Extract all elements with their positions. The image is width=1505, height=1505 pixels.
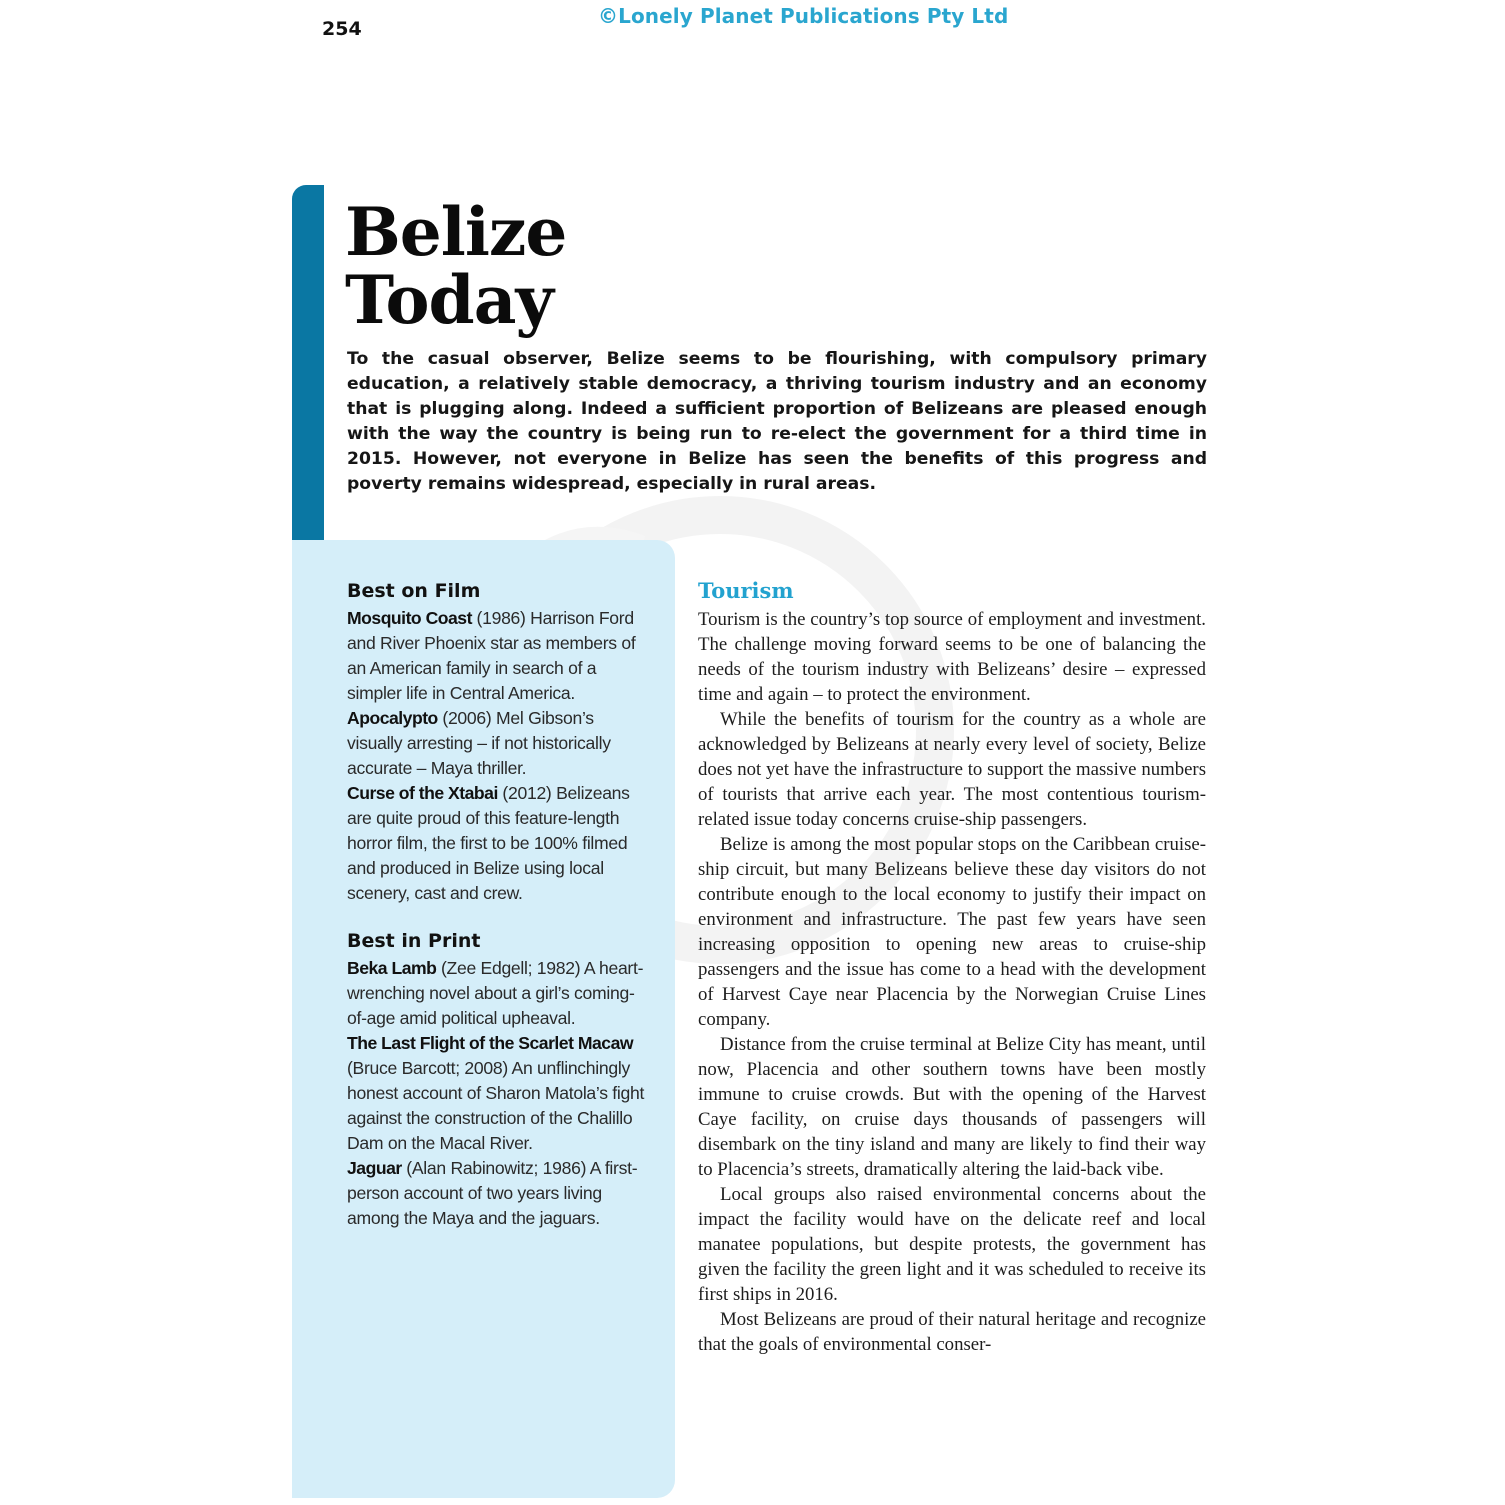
film-entry-text: (2012) Belizeans are quite proud of this feature-length horror film, the first to be 100% filmed and produced in Belize using local scenery, cast and crew.	[347, 783, 630, 903]
print-entry-text: (Zee Edgell; 1982) A heart-wrenching novel about a girl’s coming-of-age amid political upheaval.	[347, 958, 644, 1028]
body-paragraph: Local groups also raised environmental concerns about the impact the facility would have on the delicate reef and local manatee populations, but despite protests, the government has given the facility the green light and it was scheduled to receive its first ships in 2016.	[698, 1184, 1206, 1305]
body-paragraph: Belize is among the most popular stops on the Caribbean cruise-ship circuit, but many Belizeans believe these day visitors do not contribute enough to the local economy to justify their impact on environment and infrastructure. The past few years have seen increasing opposition to opening new areas to cruise-ship passengers and the issue has come to a head with the development of Harvest Caye near Placencia by the Norwegian Cruise Lines company.	[698, 834, 1206, 1030]
film-entry	[347, 781, 653, 906]
chapter-title	[345, 193, 567, 339]
body-paragraph: Tourism is the country’s top source of employment and investment. The challenge moving forward seems to be one of balancing the needs of the tourism industry with Belizeans’ desire – expressed time and again – to protect the environment.	[698, 609, 1206, 705]
page-number: 254	[322, 18, 362, 40]
print-entry	[347, 1031, 653, 1156]
film-entry-title: Mosquito Coast	[347, 608, 472, 628]
body-paragraph: Distance from the cruise terminal at Belize City has meant, until now, Placencia and other southern towns have been mostly immune to cruise crowds. But with the opening of the Harvest Caye facility, on cruise days thousands of passengers will disembark on the tiny island and many are likely to find their way to Placencia’s streets, dramatically altering the laid-back vibe.	[698, 1034, 1206, 1180]
chapter-title-line-2: Today	[345, 261, 553, 339]
sidebar-content	[347, 578, 653, 1231]
print-entry	[347, 956, 653, 1031]
print-entry	[347, 1156, 653, 1231]
print-entry-text: (Bruce Barcott; 2008) An unflinchingly honest account of Sharon Matola’s fight against the construction of the Chalillo Dam on the Macal River.	[347, 1058, 645, 1153]
film-entry	[347, 606, 653, 706]
film-entry	[347, 706, 653, 781]
best-on-film-heading: Best on Film	[347, 580, 481, 602]
film-entry-text: (1986) Harrison Ford and River Phoenix star as members of an American family in search of a simpler life in Central America.	[347, 608, 636, 703]
body-paragraph: Most Belizeans are proud of their natural heritage and recognize that the goals of environmental conser-	[698, 1309, 1206, 1355]
film-entry-title: Apocalypto	[347, 708, 438, 728]
main-column	[698, 577, 1206, 1357]
tourism-heading: Tourism	[698, 578, 794, 603]
chapter-title-line-1: Belize	[345, 193, 567, 271]
print-entry-text: (Alan Rabinowitz; 1986) A first-person account of two years living among the Maya and the jaguars.	[347, 1158, 638, 1228]
chapter-intro: To the casual observer, Belize seems to be flourishing, with compulsory primary education, a relatively stable democracy, a thriving tourism industry and an economy that is plugging along. Indeed a sufficient proportion of Belizeans are pleased enough with the way the country is being run to re-elect the government for a third time in 2015. However, not everyone in Belize has seen the benefits of this progress and poverty remains widespread, especially in rural areas.	[347, 349, 1207, 494]
copyright-notice: ©Lonely Planet Publications Pty Ltd	[598, 4, 1009, 28]
body-paragraph: While the benefits of tourism for the country as a whole are acknowledged by Belizeans at nearly every level of society, Belize does not yet have the infrastructure to support the massive numbers of tourists that arrive each year. The most contentious tourism-related issue today concerns cruise-ship passengers.	[698, 709, 1206, 830]
chapter-accent-bar	[292, 185, 324, 580]
print-entry-title: The Last Flight of the Scarlet Macaw	[347, 1033, 634, 1053]
best-in-print-heading: Best in Print	[347, 930, 481, 952]
film-entry-text: (2006) Mel Gibson’s visually arresting – if not historically accurate – Maya thriller.	[347, 708, 611, 778]
print-entry-title: Beka Lamb	[347, 958, 437, 978]
print-entry-title: Jaguar	[347, 1158, 402, 1178]
film-entry-title: Curse of the Xtabai	[347, 783, 498, 803]
